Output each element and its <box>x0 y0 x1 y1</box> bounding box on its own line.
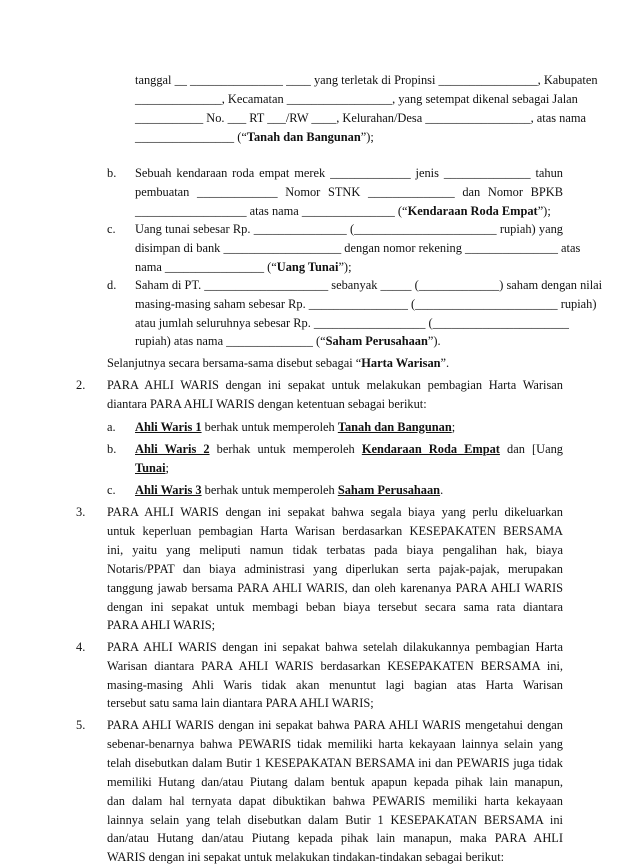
item-d-label: d. <box>107 278 117 292</box>
item-5-number: 5. <box>76 718 86 732</box>
item-3-line: PARA AHLI WARIS dengan ini sepakat bahwa segala biaya yang perlu dikeluarkan <box>107 505 563 519</box>
item-5-line: dan/atau Hutang dan/atau Piutang kepada pihak lain manapun, maka PARA AHLI <box>107 831 563 846</box>
item-d-line: masing-masing saham sebesar Rp. ________________ (_______________________ rupiah) <box>135 297 597 311</box>
item-2-number: 2. <box>76 378 86 392</box>
item-4-line: Warisan diantara PARA AHLI WARIS berdasarkan KESEPAKATEN BERSAMA ini, <box>107 659 563 673</box>
item-3-line: tanggung jawab bersama PARA AHLI WARIS, dan oleh karenanya PARA AHLI WARIS <box>107 581 563 595</box>
item-b-line: Sebuah kendaraan roda empat merek _____________ jenis ______________ tahun <box>135 166 563 180</box>
item-5-line: telah disebutkan dalam Butir 1 KESEPAKATAN BERSAMA ini dan PEWARIS juga tidak <box>107 755 563 770</box>
item-d-line: atau jumlah seluruhnya sebesar Rp. __________________ (______________________ <box>135 316 569 330</box>
harta-warisan-summary: Selanjutnya secara bersama-sama disebut sebagai “Harta Warisan”. <box>107 356 450 370</box>
item-5-line: PARA AHLI WARIS dengan ini sepakat bahwa PARA AHLI WARIS mengetahui dengan <box>107 718 563 732</box>
item-5-line: lainnya selain yang telah disebutkan dalam Butir 1 KESEPAKATAN BERSAMA ini <box>107 812 563 827</box>
item-4-line: masing-masing Ahli Waris tidak akan menuntut lagi bagian atas Harta Warisan <box>107 678 563 692</box>
item-3-line: dengan ini sepakat untuk membagi beban biaya tersebut secara sama rata diantara <box>107 600 563 614</box>
item-5-line: dan dalam hal ternyata dapat dibuktikan bahwa PEWARIS memiliki harta kekayaan <box>107 793 563 808</box>
item-2-sub-line: Ahli Waris 3 berhak untuk memperoleh Saham Perusahaan. <box>135 483 444 497</box>
item-a-line: ______________, Kecamatan _________________, yang setempat dikenal sebagai Jalan <box>135 92 578 106</box>
item-5-line: sebenar-benarnya bahwa PEWARIS tidak memiliki harta kekayaan lainnya selain yang <box>107 736 563 751</box>
item-2-line: diantara PARA AHLI WARIS dengan ketentuan sebagai berikut: <box>107 397 427 411</box>
item-3-number: 3. <box>76 505 86 519</box>
item-2-sub-line: Ahli Waris 1 berhak untuk memperoleh Tanah dan Bangunan; <box>135 420 456 434</box>
item-2-sub-label: c. <box>107 483 116 497</box>
item-b-line: pembuatan _____________ Nomor STNK ______________ dan Nomor BPKB <box>135 185 563 199</box>
item-2-sub-line: Ahli Waris 2 berhak untuk memperoleh Kendaraan Roda Empat dan [Uang <box>135 442 563 456</box>
item-2-sub-label: b. <box>107 442 117 456</box>
item-a-line: ________________ (“Tanah dan Bangunan”); <box>135 130 374 144</box>
item-4-line: PARA AHLI WARIS dengan ini sepakat bahwa setelah dilakukannya pembagian Harta <box>107 640 563 654</box>
item-3-line: PARA AHLI WARIS; <box>107 618 216 632</box>
item-d-line: rupiah) atas nama ______________ (“Saham Perusahaan”). <box>135 334 441 348</box>
item-c-label: c. <box>107 222 116 236</box>
item-3-line: untuk keperluan pembagian Harta Warisan berdasarkan KESEPAKATEN BERSAMA <box>107 524 563 538</box>
item-4-line: tersebut satu sama lain diantara PARA AHLI WARIS; <box>107 696 374 710</box>
item-c-line: nama ________________ (“Uang Tunai”); <box>135 260 352 274</box>
item-a-line: tanggal __ _______________ ____ yang terletak di Propinsi ________________, Kabupaten <box>135 73 598 87</box>
item-3-line: Notaris/PPAT dan biaya administrasi yang diperlukan serta pajak-pajak, merupakan <box>107 562 563 576</box>
item-b-label: b. <box>107 166 117 180</box>
item-4-number: 4. <box>76 640 86 654</box>
item-2-line: PARA AHLI WARIS dengan ini sepakat untuk melakukan pembagian Harta Warisan <box>107 378 563 392</box>
item-b-line: __________________ atas nama _______________ (“Kendaraan Roda Empat”); <box>135 204 551 218</box>
item-c-line: Uang tunai sebesar Rp. _______________ (_______________________ rupiah) yang <box>135 222 563 236</box>
item-a-line: ___________ No. ___ RT ___/RW ____, Kelurahan/Desa _________________, atas nama <box>135 111 587 125</box>
item-5-line: memiliki Hutang dan/atau Piutang dalam bentuk apapun kepada pihak lain manapun, <box>107 774 563 789</box>
item-c-line: disimpan di bank ___________________ dengan nomor rekening _______________ atas <box>135 241 581 255</box>
item-2-sub-line: Tunai; <box>135 461 169 475</box>
item-3-line: ini, yaitu yang meliputi namun tidak terbatas pada biaya pengalihan hak, biaya <box>107 543 563 557</box>
item-d-line: Saham di PT. ____________________ sebanyak _____ (_____________) saham dengan nilai <box>135 278 603 292</box>
item-2-sub-label: a. <box>107 420 116 434</box>
item-5-line: WARIS dengan ini sepakat untuk melakukan tindakan-tindakan sebagai berikut: <box>107 850 505 865</box>
